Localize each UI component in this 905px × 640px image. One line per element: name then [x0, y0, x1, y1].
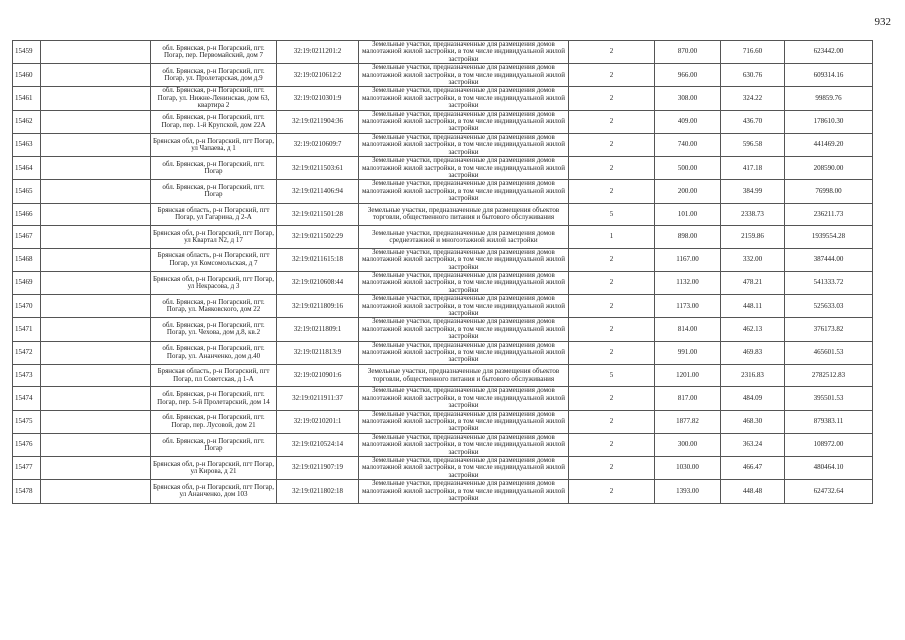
row-number: 15471	[13, 318, 41, 341]
blank-cell	[41, 157, 151, 180]
row-number: 15476	[13, 433, 41, 456]
address-cell: обл. Брянская, р-н Погарский, пгт. Погар, ул. Чехова, дом д.8, кв.2	[151, 318, 277, 341]
address-cell: Брянская область, р-н Погарский, пгт Погар, ул Гагарина, д 2-А	[151, 203, 277, 226]
category-cell: 2	[569, 480, 655, 503]
row-number: 15465	[13, 180, 41, 203]
cadastral-value-cell: 465601.53	[785, 341, 873, 364]
address-cell: Брянская обл, р-н Погарский, пгт Погар, ул Ананченко, дом 103	[151, 480, 277, 503]
table-body	[13, 41, 873, 504]
table-row	[13, 248, 873, 271]
area-cell: 200.00	[655, 180, 721, 203]
land-use-cell: Земельные участки, предназначенные для размещения домов малоэтажной жилой застройки, в том числе индивидуальной жилой застройки	[359, 433, 569, 456]
land-use-cell: Земельные участки, предназначенные для размещения домов малоэтажной жилой застройки, в том числе индивидуальной жилой застройки	[359, 341, 569, 364]
table-row	[13, 180, 873, 203]
cadastral-number-cell: 32:19:0211406:94	[277, 180, 359, 203]
unit-value-cell: 468.30	[721, 410, 785, 433]
unit-value-cell: 596.58	[721, 133, 785, 156]
category-cell: 2	[569, 110, 655, 133]
cadastral-number-cell: 32:19:0211907:19	[277, 457, 359, 480]
blank-cell	[41, 41, 151, 64]
land-use-cell: Земельные участки, предназначенные для размещения домов среднеэтажной и многоэтажной жилой застройки	[359, 226, 569, 249]
unit-value-cell: 363.24	[721, 433, 785, 456]
row-number: 15459	[13, 41, 41, 64]
cadastral-number-cell: 32:19:0211809:1	[277, 318, 359, 341]
cadastral-number-cell: 32:19:0210301:9	[277, 87, 359, 110]
land-use-cell: Земельные участки, предназначенные для размещения домов малоэтажной жилой застройки, в том числе индивидуальной жилой застройки	[359, 64, 569, 87]
cadastral-number-cell: 32:19:0210201:1	[277, 410, 359, 433]
table-row	[13, 433, 873, 456]
address-cell: обл. Брянская, р-н Погарский, пгт. Погар	[151, 433, 277, 456]
area-cell: 814.00	[655, 318, 721, 341]
row-number: 15475	[13, 410, 41, 433]
table-row	[13, 64, 873, 87]
table-row	[13, 318, 873, 341]
address-cell: Брянская обл, р-н Погарский, пгт Погар, ул Кирова, д 21	[151, 457, 277, 480]
category-cell: 2	[569, 271, 655, 294]
area-cell: 740.00	[655, 133, 721, 156]
category-cell: 2	[569, 341, 655, 364]
table-row	[13, 457, 873, 480]
cadastral-value-cell: 76998.00	[785, 180, 873, 203]
cadastral-value-cell: 108972.00	[785, 433, 873, 456]
cadastral-value-cell: 236211.73	[785, 203, 873, 226]
row-number: 15461	[13, 87, 41, 110]
registry-table	[12, 40, 873, 504]
row-number: 15463	[13, 133, 41, 156]
area-cell: 1167.00	[655, 248, 721, 271]
category-cell: 2	[569, 295, 655, 318]
table-row	[13, 364, 873, 387]
category-cell: 2	[569, 157, 655, 180]
land-use-cell: Земельные участки, предназначенные для размещения домов малоэтажной жилой застройки, в том числе индивидуальной жилой застройки	[359, 248, 569, 271]
address-cell: обл. Брянская, р-н Погарский, пгт. Погар, пер. 5-й Пролетарский, дом 14	[151, 387, 277, 410]
address-cell: обл. Брянская, р-н Погарский, пгт. Погар, ул. Нижне-Ленинская, дом 63, квартира 2	[151, 87, 277, 110]
category-cell: 2	[569, 41, 655, 64]
address-cell: обл. Брянская, р-н Погарский, пгт. Погар, ул. Ананченко, дом д.40	[151, 341, 277, 364]
cadastral-number-cell: 32:19:0211201:2	[277, 41, 359, 64]
cadastral-number-cell: 32:19:0211813:9	[277, 341, 359, 364]
cadastral-value-cell: 623442.00	[785, 41, 873, 64]
row-number: 15460	[13, 64, 41, 87]
unit-value-cell: 469.83	[721, 341, 785, 364]
cadastral-number-cell: 32:19:0210901:6	[277, 364, 359, 387]
table-row	[13, 110, 873, 133]
area-cell: 817.00	[655, 387, 721, 410]
unit-value-cell: 2316.83	[721, 364, 785, 387]
unit-value-cell: 478.21	[721, 271, 785, 294]
address-cell: Брянская обл, р-н Погарский, пгт Погар, ул Некрасова, д 3	[151, 271, 277, 294]
unit-value-cell: 2338.73	[721, 203, 785, 226]
address-cell: Брянская обл, р-н Погарский, пгт Погар, ул Чапаева, д 1	[151, 133, 277, 156]
row-number: 15466	[13, 203, 41, 226]
table-row	[13, 203, 873, 226]
blank-cell	[41, 341, 151, 364]
unit-value-cell: 716.60	[721, 41, 785, 64]
table-row	[13, 341, 873, 364]
unit-value-cell: 2159.86	[721, 226, 785, 249]
address-cell: обл. Брянская, р-н Погарский, пгт. Погар, пер. Первомайский, дом 7	[151, 41, 277, 64]
address-cell: обл. Брянская, р-н Погарский, пгт. Погар, пер. 1-й Крупской, дом 22А	[151, 110, 277, 133]
cadastral-value-cell: 879383.11	[785, 410, 873, 433]
row-number: 15477	[13, 457, 41, 480]
land-use-cell: Земельные участки, предназначенные для размещения объектов торговли, общественного питания и бытового обслуживания	[359, 203, 569, 226]
blank-cell	[41, 387, 151, 410]
land-use-cell: Земельные участки, предназначенные для размещения домов малоэтажной жилой застройки, в том числе индивидуальной жилой застройки	[359, 457, 569, 480]
blank-cell	[41, 480, 151, 503]
cadastral-number-cell: 32:19:0211904:36	[277, 110, 359, 133]
blank-cell	[41, 271, 151, 294]
land-use-cell: Земельные участки, предназначенные для размещения домов малоэтажной жилой застройки, в том числе индивидуальной жилой застройки	[359, 295, 569, 318]
cadastral-number-cell: 32:19:0211502:29	[277, 226, 359, 249]
cadastral-number-cell: 32:19:0210609:7	[277, 133, 359, 156]
land-use-cell: Земельные участки, предназначенные для размещения домов малоэтажной жилой застройки, в том числе индивидуальной жилой застройки	[359, 180, 569, 203]
unit-value-cell: 466.47	[721, 457, 785, 480]
cadastral-number-cell: 32:19:0211802:18	[277, 480, 359, 503]
row-number: 15472	[13, 341, 41, 364]
category-cell: 2	[569, 133, 655, 156]
land-use-cell: Земельные участки, предназначенные для размещения домов малоэтажной жилой застройки, в том числе индивидуальной жилой застройки	[359, 87, 569, 110]
cadastral-number-cell: 32:19:0211503:61	[277, 157, 359, 180]
blank-cell	[41, 226, 151, 249]
table-row	[13, 41, 873, 64]
area-cell: 898.00	[655, 226, 721, 249]
table-row	[13, 480, 873, 503]
cadastral-value-cell: 624732.64	[785, 480, 873, 503]
land-use-cell: Земельные участки, предназначенные для размещения домов малоэтажной жилой застройки, в том числе индивидуальной жилой застройки	[359, 387, 569, 410]
unit-value-cell: 462.13	[721, 318, 785, 341]
land-use-cell: Земельные участки, предназначенные для размещения домов малоэтажной жилой застройки, в том числе индивидуальной жилой застройки	[359, 41, 569, 64]
unit-value-cell: 630.76	[721, 64, 785, 87]
cadastral-number-cell: 32:19:0210612:2	[277, 64, 359, 87]
category-cell: 2	[569, 64, 655, 87]
area-cell: 308.00	[655, 87, 721, 110]
category-cell: 5	[569, 364, 655, 387]
land-use-cell: Земельные участки, предназначенные для размещения домов малоэтажной жилой застройки, в том числе индивидуальной жилой застройки	[359, 318, 569, 341]
row-number: 15474	[13, 387, 41, 410]
category-cell: 1	[569, 226, 655, 249]
row-number: 15467	[13, 226, 41, 249]
area-cell: 300.00	[655, 433, 721, 456]
cadastral-value-cell: 376173.82	[785, 318, 873, 341]
land-use-cell: Земельные участки, предназначенные для размещения домов малоэтажной жилой застройки, в том числе индивидуальной жилой застройки	[359, 410, 569, 433]
blank-cell	[41, 180, 151, 203]
unit-value-cell: 332.00	[721, 248, 785, 271]
table-row	[13, 133, 873, 156]
cadastral-number-cell: 32:19:0211911:37	[277, 387, 359, 410]
category-cell: 2	[569, 433, 655, 456]
land-use-cell: Земельные участки, предназначенные для размещения домов малоэтажной жилой застройки, в том числе индивидуальной жилой застройки	[359, 110, 569, 133]
category-cell: 2	[569, 387, 655, 410]
area-cell: 1132.00	[655, 271, 721, 294]
address-cell: обл. Брянская, р-н Погарский, пгт. Погар, ул. Пролетарская, дом д.9	[151, 64, 277, 87]
category-cell: 2	[569, 457, 655, 480]
area-cell: 1173.00	[655, 295, 721, 318]
land-use-cell: Земельные участки, предназначенные для размещения объектов торговли, общественного питания и бытового обслуживания	[359, 364, 569, 387]
table-row	[13, 295, 873, 318]
blank-cell	[41, 410, 151, 433]
category-cell: 2	[569, 180, 655, 203]
cadastral-value-cell: 387444.00	[785, 248, 873, 271]
address-cell: обл. Брянская, р-н Погарский, пгт. Погар	[151, 157, 277, 180]
table-row	[13, 271, 873, 294]
cadastral-value-cell: 480464.10	[785, 457, 873, 480]
land-use-cell: Земельные участки, предназначенные для размещения домов малоэтажной жилой застройки, в том числе индивидуальной жилой застройки	[359, 133, 569, 156]
cadastral-value-cell: 441469.20	[785, 133, 873, 156]
area-cell: 870.00	[655, 41, 721, 64]
category-cell: 2	[569, 410, 655, 433]
row-number: 15470	[13, 295, 41, 318]
category-cell: 5	[569, 203, 655, 226]
table-row	[13, 157, 873, 180]
category-cell: 2	[569, 87, 655, 110]
cadastral-number-cell: 32:19:0210608:44	[277, 271, 359, 294]
area-cell: 966.00	[655, 64, 721, 87]
category-cell: 2	[569, 248, 655, 271]
blank-cell	[41, 295, 151, 318]
cadastral-value-cell: 2782512.83	[785, 364, 873, 387]
land-use-cell: Земельные участки, предназначенные для размещения домов малоэтажной жилой застройки, в том числе индивидуальной жилой застройки	[359, 157, 569, 180]
unit-value-cell: 484.09	[721, 387, 785, 410]
page-number: 932	[874, 16, 891, 28]
area-cell: 1393.00	[655, 480, 721, 503]
address-cell: Брянская обл, р-н Погарский, пгт Погар, ул Квартал N2, д 17	[151, 226, 277, 249]
address-cell: Брянская область, р-н Погарский, пгт Погар, пл Советская, д 1-А	[151, 364, 277, 387]
unit-value-cell: 448.48	[721, 480, 785, 503]
area-cell: 1030.00	[655, 457, 721, 480]
cadastral-value-cell: 99859.76	[785, 87, 873, 110]
blank-cell	[41, 248, 151, 271]
table-row	[13, 226, 873, 249]
row-number: 15464	[13, 157, 41, 180]
row-number: 15468	[13, 248, 41, 271]
area-cell: 409.00	[655, 110, 721, 133]
row-number: 15473	[13, 364, 41, 387]
table-row	[13, 87, 873, 110]
row-number: 15462	[13, 110, 41, 133]
table-row	[13, 410, 873, 433]
land-use-cell: Земельные участки, предназначенные для размещения домов малоэтажной жилой застройки, в том числе индивидуальной жилой застройки	[359, 271, 569, 294]
unit-value-cell: 384.99	[721, 180, 785, 203]
row-number: 15469	[13, 271, 41, 294]
cadastral-value-cell: 208590.00	[785, 157, 873, 180]
unit-value-cell: 417.18	[721, 157, 785, 180]
land-use-cell: Земельные участки, предназначенные для размещения домов малоэтажной жилой застройки, в том числе индивидуальной жилой застройки	[359, 480, 569, 503]
area-cell: 1877.82	[655, 410, 721, 433]
cadastral-value-cell: 609314.16	[785, 64, 873, 87]
area-cell: 500.00	[655, 157, 721, 180]
cadastral-number-cell: 32:19:0211615:18	[277, 248, 359, 271]
cadastral-number-cell: 32:19:0211501:28	[277, 203, 359, 226]
unit-value-cell: 448.11	[721, 295, 785, 318]
blank-cell	[41, 364, 151, 387]
area-cell: 1201.00	[655, 364, 721, 387]
table-row	[13, 387, 873, 410]
cadastral-number-cell: 32:19:0210524:14	[277, 433, 359, 456]
cadastral-value-cell: 1939554.28	[785, 226, 873, 249]
address-cell: обл. Брянская, р-н Погарский, пгт. Погар, пер. Лусовой, дом 21	[151, 410, 277, 433]
blank-cell	[41, 318, 151, 341]
blank-cell	[41, 457, 151, 480]
blank-cell	[41, 87, 151, 110]
cadastral-number-cell: 32:19:0211809:16	[277, 295, 359, 318]
area-cell: 991.00	[655, 341, 721, 364]
unit-value-cell: 324.22	[721, 87, 785, 110]
cadastral-value-cell: 395501.53	[785, 387, 873, 410]
address-cell: обл. Брянская, р-н Погарский, пгт. Погар	[151, 180, 277, 203]
unit-value-cell: 436.70	[721, 110, 785, 133]
cadastral-value-cell: 525633.03	[785, 295, 873, 318]
row-number: 15478	[13, 480, 41, 503]
blank-cell	[41, 203, 151, 226]
cadastral-value-cell: 541333.72	[785, 271, 873, 294]
area-cell: 101.00	[655, 203, 721, 226]
blank-cell	[41, 64, 151, 87]
address-cell: обл. Брянская, р-н Погарский, пгт. Погар, ул. Маяковского, дом 22	[151, 295, 277, 318]
blank-cell	[41, 133, 151, 156]
address-cell: Брянская область, р-н Погарский, пгт Погар, ул Комсомольская, д 7	[151, 248, 277, 271]
cadastral-value-cell: 178610.30	[785, 110, 873, 133]
blank-cell	[41, 110, 151, 133]
category-cell: 2	[569, 318, 655, 341]
blank-cell	[41, 433, 151, 456]
